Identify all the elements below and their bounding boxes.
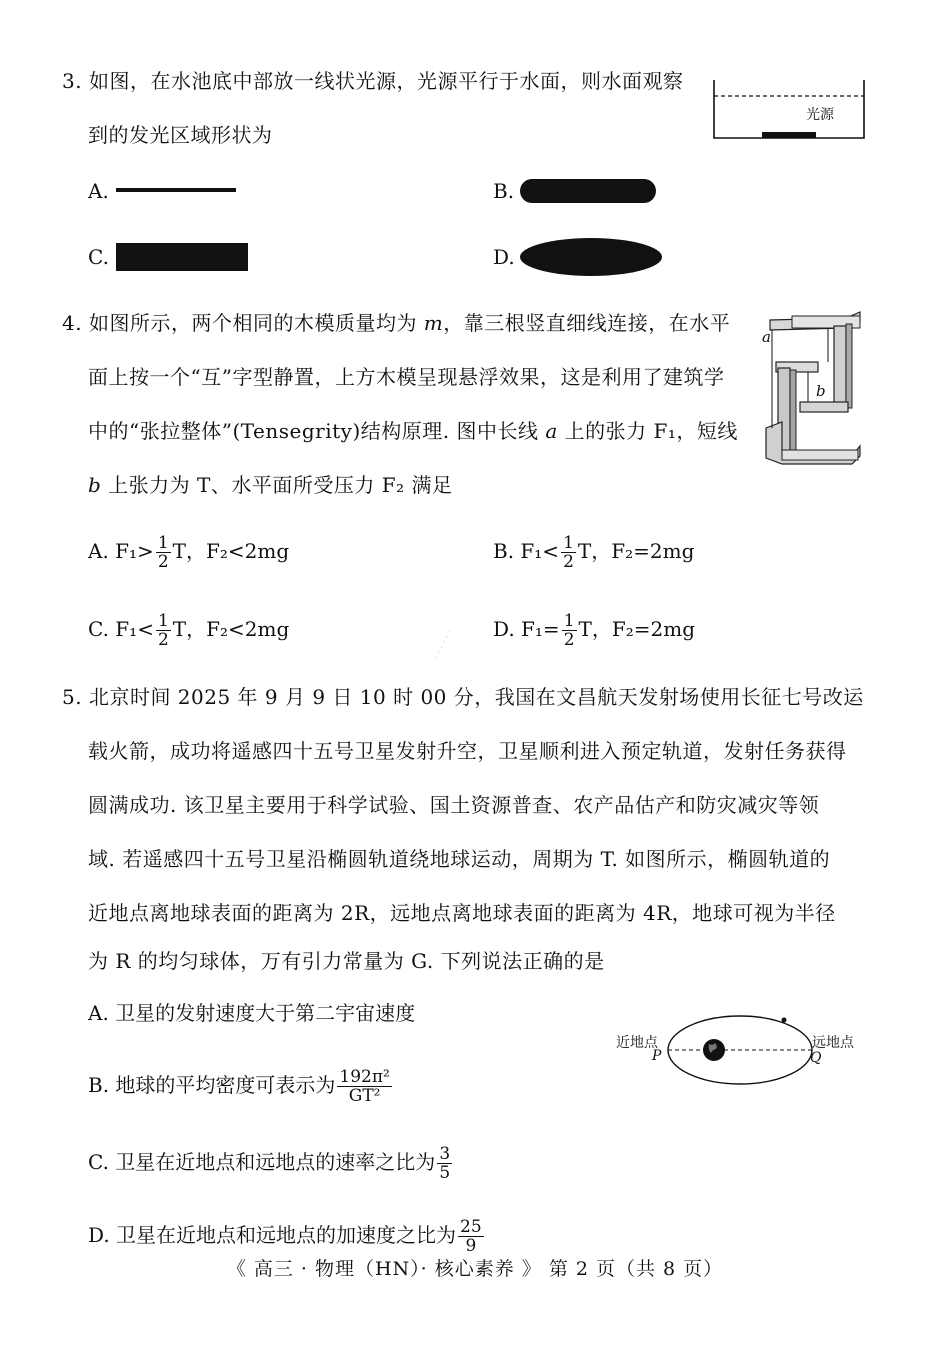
q3-light-source-label: 光源: [806, 107, 834, 123]
q4-label-a: a: [762, 328, 771, 346]
q3-option-c-label: C.: [88, 245, 109, 269]
q4-stem-line2: 面上按一个“互”字型静置，上方木模呈现悬浮效果，这是利用了建筑学: [88, 365, 725, 389]
q3-option-a-shape: [116, 188, 236, 192]
q4-option-c: C. F₁< $\frac{1}{2}$ T，F₂<2mg: [88, 611, 290, 650]
q5-option-b: B. 地球的平均密度可表示为 $\frac{\text{192π²}}{\text{GT²}}$: [88, 1067, 390, 1106]
q4-option-a: A. F₁> $\frac{1}{2}$ T，F₂<2mg: [88, 533, 290, 572]
q5-option-a: A. 卫星的发射速度大于第二宇宙速度: [88, 1001, 416, 1025]
q4-option-b: B. F₁< $\frac{1}{2}$ T，F₂=2mg: [493, 533, 695, 572]
q5-option-d: D. 卫星在近地点和远地点的加速度之比为 $\frac{25}{9}$: [88, 1217, 482, 1256]
q4-tensegrity-diagram: [762, 310, 866, 480]
q5-stem-line3: 圆满成功. 该卫星主要用于科学试验、国土资源普查、农产品估产和防灾减灾等领: [88, 793, 820, 817]
q5-perigee-label: 近地点: [616, 1035, 658, 1051]
page-footer: 《 高三 · 物理（HN）· 核心素养 》 第 2 页（共 8 页）: [226, 1258, 724, 1280]
q3-stem-line1: 3. 如图，在水池底中部放一线状光源，光源平行于水面，则水面观察: [62, 69, 684, 93]
q3-option-b-label: B.: [493, 179, 515, 203]
q5-orbit-diagram: [660, 1010, 820, 1090]
q3-option-d-label: D.: [493, 245, 515, 269]
q5-stem-line6: 为 R 的均匀球体，万有引力常量为 G. 下列说法正确的是: [88, 949, 605, 973]
q3-option-d-shape: [520, 238, 662, 276]
q5-stem-line2: 载火箭，成功将遥感四十五号卫星发射升空，卫星顺利进入预定轨道，发射任务获得: [88, 739, 847, 763]
q4-label-b: b: [816, 382, 826, 400]
q5-label-q: Q: [810, 1050, 822, 1066]
q3-option-c-shape: [116, 243, 248, 271]
q3-pool-diagram: [708, 72, 868, 144]
q4-stem-line1: 4. 如图所示，两个相同的木模质量均为 m，靠三根竖直细线连接，在水平: [62, 311, 731, 335]
q3-stem-line2: 到的发光区域形状为: [88, 123, 273, 147]
q3-option-b-shape: [520, 179, 656, 203]
scan-watermark: · · · · · ·: [431, 628, 456, 662]
q4-option-d: D. F₁= $\frac{1}{2}$ T，F₂=2mg: [493, 611, 696, 650]
q5-stem-line1: 5. 北京时间 2025 年 9 月 9 日 10 时 00 分，我国在文昌航天发射场使用长征七号改运: [62, 685, 864, 709]
q4-stem-line4: b 上张力为 T、水平面所受压力 F₂ 满足: [88, 473, 453, 497]
q5-label-p: P: [652, 1048, 662, 1064]
light-source-bar: [762, 132, 816, 138]
q3-option-a-label: A.: [88, 179, 109, 203]
q5-stem-line4: 域. 若遥感四十五号卫星沿椭圆轨道绕地球运动，周期为 T. 如图所示，椭圆轨道的: [88, 847, 831, 871]
q4-stem-line3: 中的“张拉整体”(Tensegrity)结构原理. 图中长线 a 上的张力 F₁，短线: [88, 419, 738, 443]
q5-stem-line5: 近地点离地球表面的距离为 2R，远地点离地球表面的距离为 4R，地球可视为半径: [88, 901, 836, 925]
q5-option-c: C. 卫星在近地点和远地点的速率之比为 $\frac{3}{5}$: [88, 1144, 451, 1183]
earth-icon: [703, 1039, 725, 1061]
q5-apogee-label: 远地点: [812, 1035, 854, 1051]
satellite-icon: [782, 1018, 787, 1023]
